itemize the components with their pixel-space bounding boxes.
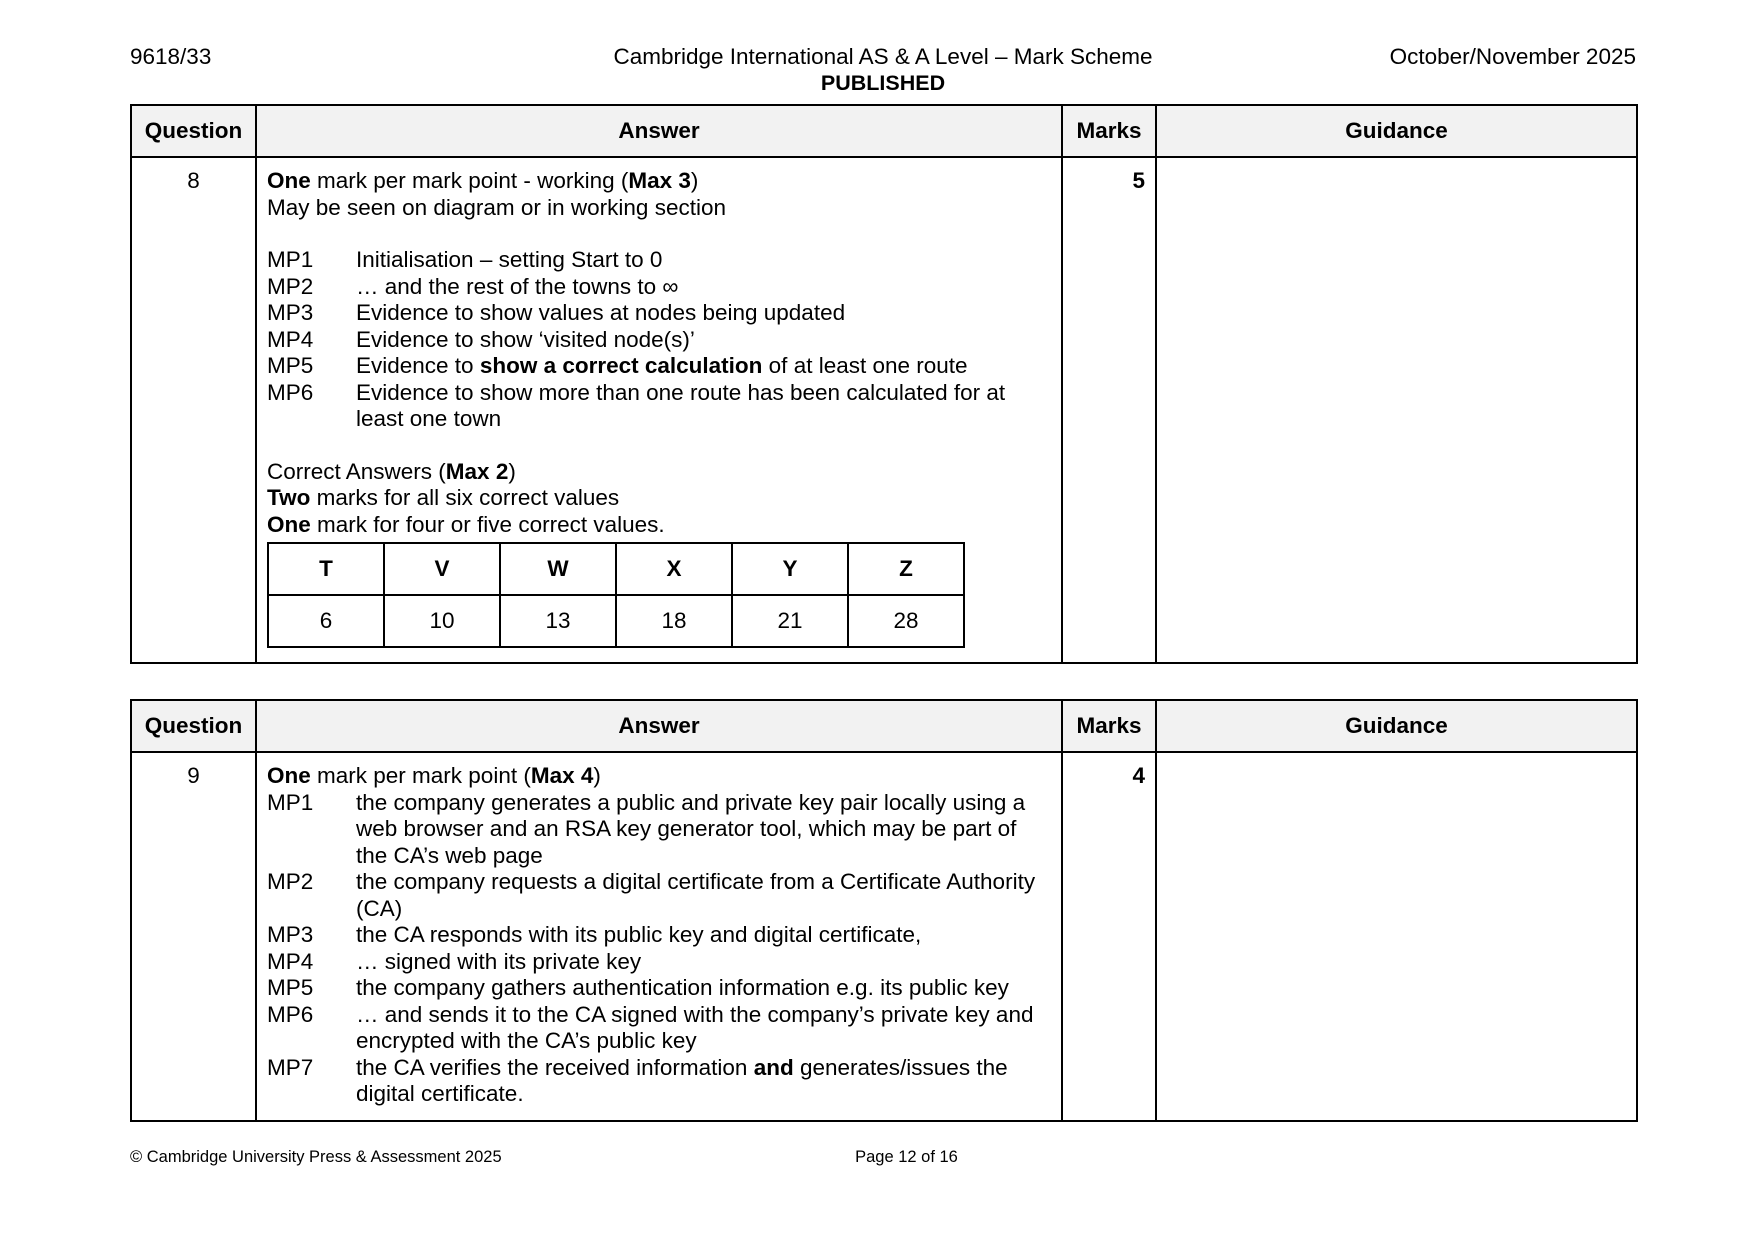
town-header: W xyxy=(500,543,616,595)
correct-answers-heading: Correct Answers (Max 2) xyxy=(267,458,516,484)
two-marks-rule: Two marks for all six correct values xyxy=(267,485,620,510)
town-header: Y xyxy=(732,543,848,595)
question-9-row xyxy=(131,752,1637,1121)
question-number: 9 xyxy=(131,752,256,1121)
town-value: 13 xyxy=(500,595,616,647)
marks-column-header: Marks xyxy=(1062,105,1156,157)
town-value: 18 xyxy=(616,595,732,647)
mark-point: MP6 Evidence to show more than one route has been calculated for at least one town xyxy=(267,379,1006,431)
guidance-column-header: Guidance xyxy=(1156,105,1637,157)
question-column-header: Question xyxy=(131,105,256,157)
town-value: 28 xyxy=(848,595,964,647)
guidance-cell xyxy=(1156,752,1637,1121)
mark-point: MP3 the CA responds with its public key and digital certificate, xyxy=(267,922,922,947)
table-header-row xyxy=(131,700,1637,752)
answer-column-header: Answer xyxy=(256,700,1062,752)
marks-column-header: Marks xyxy=(1062,700,1156,752)
copyright-notice: © Cambridge University Press & Assessment 2025 xyxy=(130,1148,502,1166)
question-9-table xyxy=(130,699,1638,1122)
table-header-row xyxy=(131,105,1637,157)
mark-point: MP6 … and sends it to the CA signed with the company’s private key and encrypted with the CA’s public key xyxy=(267,1001,1034,1053)
question-8-row xyxy=(131,157,1637,663)
town-header: Z xyxy=(848,543,964,595)
page-number: Page 12 of 16 xyxy=(855,1148,958,1166)
published-label: PUBLISHED xyxy=(820,71,946,95)
mark-point: MP7 the CA verifies the received information and generates/issues the digital certificate. xyxy=(267,1054,1008,1106)
town-value: 10 xyxy=(384,595,500,647)
town-value: 6 xyxy=(268,595,384,647)
mark-point: MP1 Initialisation – setting Start to 0 xyxy=(267,247,663,272)
question-8-table xyxy=(130,104,1638,664)
marks-value: 4 xyxy=(1062,752,1156,1121)
town-value-row xyxy=(268,595,964,647)
mark-point: MP5 the company gathers authentication information e.g. its public key xyxy=(267,975,1009,1000)
instruction-note: May be seen on diagram or in working section xyxy=(267,194,726,220)
town-value: 21 xyxy=(732,595,848,647)
town-header: X xyxy=(616,543,732,595)
paper-code: 9618/33 xyxy=(130,44,212,69)
question-column-header: Question xyxy=(131,700,256,752)
mark-point: MP2 … and the rest of the towns to ∞ xyxy=(267,273,679,299)
guidance-cell xyxy=(1156,157,1637,663)
page-header xyxy=(130,44,1636,100)
mark-point: MP1 the company generates a public and private key pair locally using a web browser and an RSA key generator tool, which may be part of the CA’s web page xyxy=(267,789,1026,868)
town-header: T xyxy=(268,543,384,595)
correct-values-table xyxy=(267,542,965,648)
question-number: 8 xyxy=(131,157,256,663)
town-header: V xyxy=(384,543,500,595)
mark-point: MP4 Evidence to show ‘visited node(s)’ xyxy=(267,326,695,352)
town-header-row xyxy=(268,543,964,595)
mark-instruction: One mark per mark point - working (Max 3) xyxy=(267,168,699,193)
answer-column-header: Answer xyxy=(256,105,1062,157)
mark-point: MP5 Evidence to show a correct calculation of at least one route xyxy=(267,353,968,378)
exam-session: October/November 2025 xyxy=(1389,44,1636,69)
answer-cell xyxy=(256,752,1062,1121)
mark-point: MP2 the company requests a digital certificate from a Certificate Authority (CA) xyxy=(267,869,1036,921)
mark-instruction: One mark per mark point (Max 4) xyxy=(267,763,601,788)
one-mark-rule: One mark for four or five correct values. xyxy=(267,511,665,537)
answer-cell xyxy=(256,157,1062,663)
mark-point: MP3 Evidence to show values at nodes being updated xyxy=(267,300,846,325)
marks-value: 5 xyxy=(1062,157,1156,663)
document-title: Cambridge International AS & A Level – Mark Scheme xyxy=(613,44,1153,69)
guidance-column-header: Guidance xyxy=(1156,700,1637,752)
mark-point: MP4 … signed with its private key xyxy=(267,948,642,974)
